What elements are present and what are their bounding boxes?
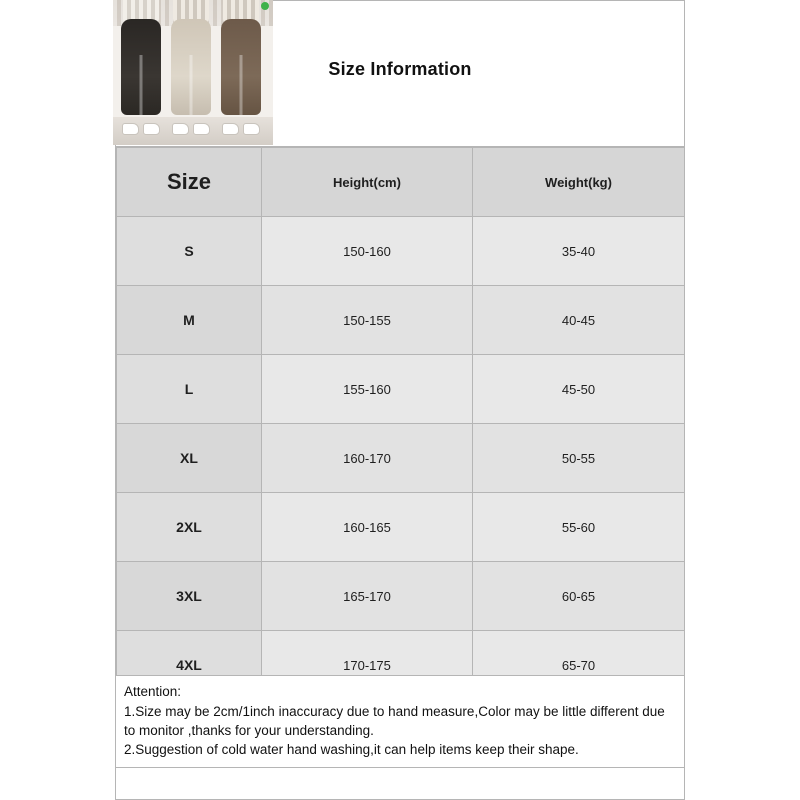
model-leg-gap xyxy=(190,55,193,115)
model-shoe-right xyxy=(143,123,160,135)
cell-size: S xyxy=(117,217,262,286)
column-header-weight: Weight(kg) xyxy=(473,148,685,217)
model-figure-beige xyxy=(171,19,211,129)
cell-size: L xyxy=(117,355,262,424)
table-row xyxy=(117,424,685,493)
cell-height: 160-165 xyxy=(262,493,473,562)
cell-weight: 65-70 xyxy=(473,631,685,700)
cell-weight: 35-40 xyxy=(473,217,685,286)
model-shoe-left xyxy=(172,123,189,135)
table-row xyxy=(117,493,685,562)
cell-weight: 40-45 xyxy=(473,286,685,355)
cell-size: XL xyxy=(117,424,262,493)
size-table xyxy=(116,147,685,700)
table-row xyxy=(117,562,685,631)
product-photo xyxy=(113,0,273,145)
table-header-row xyxy=(117,148,685,217)
cell-height: 150-155 xyxy=(262,286,473,355)
cell-size: 2XL xyxy=(117,493,262,562)
table-row xyxy=(117,286,685,355)
model-shoe-left xyxy=(122,123,139,135)
cell-height: 150-160 xyxy=(262,217,473,286)
cell-height: 165-170 xyxy=(262,562,473,631)
cell-weight: 45-50 xyxy=(473,355,685,424)
model-leg-gap xyxy=(140,55,143,115)
column-header-height: Height(cm) xyxy=(262,148,473,217)
cell-weight: 60-65 xyxy=(473,562,685,631)
cell-size: M xyxy=(117,286,262,355)
table-row xyxy=(117,217,685,286)
model-shoe-left xyxy=(222,123,239,135)
cell-height: 170-175 xyxy=(262,631,473,700)
cell-height: 160-170 xyxy=(262,424,473,493)
model-figure-brown xyxy=(221,19,261,129)
table-row xyxy=(117,355,685,424)
cell-size: 4XL xyxy=(117,631,262,700)
model-shoe-right xyxy=(243,123,260,135)
model-figure-black xyxy=(121,19,161,129)
cell-weight: 50-55 xyxy=(473,424,685,493)
attention-heading: Attention: xyxy=(124,684,182,699)
cell-size: 3XL xyxy=(117,562,262,631)
green-dot-icon xyxy=(261,2,269,10)
cell-weight: 55-60 xyxy=(473,493,685,562)
model-shoe-right xyxy=(193,123,210,135)
column-header-size: Size xyxy=(117,148,262,217)
attention-line-1: 1.Size may be 2cm/1inch inaccuracy due to hand measure,Color may be little different due to monitor ,thanks for your understanding. xyxy=(124,704,665,738)
cell-height: 155-160 xyxy=(262,355,473,424)
attention-line-2: 2.Suggestion of cold water hand washing,it can help items keep their shape. xyxy=(124,742,579,757)
attention-block xyxy=(116,675,684,768)
model-leg-gap xyxy=(240,55,243,115)
page-title: Size Information xyxy=(328,59,472,79)
